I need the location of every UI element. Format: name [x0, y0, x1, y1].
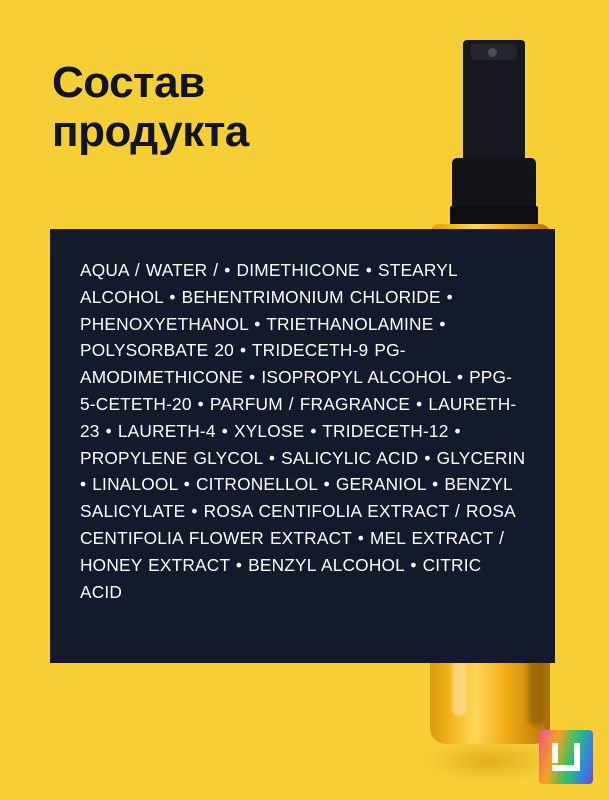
page-title: [52, 58, 412, 157]
bottle-reflection: [426, 740, 554, 782]
page-title-line-1: Состав: [52, 58, 205, 107]
ingredients-list: AQUA / WATER / • DIMETHICONE • STEARYL ALCOHOL • BEHENTRIMONIUM CHLORIDE • PHENOXYETHANOL • TRIETHANOLAMINE • POLYSORBATE 20 • TRIDECETH-9 PG-AMODIMETHICONE • ISOPROPYL ALCOHOL • PPG-5-CETETH-20 • PARFUM / FRAGRANCE • LAURETH-23 • LAURETH-4 • XYLOSE • TRIDECETH-12 • PROPYLENE GLYCOL • SALICYLIC ACID • GLYCERIN • LINALOOL • CITRONELLOL • GERANIOL • BENZYL SALICYLATE • ROSA CENTIFOLIA EXTRACT / ROSA CENTIFOLIA FLOWER EXTRACT • MEL EXTRACT / HONEY EXTRACT • BENZYL ALCOHOL • CITRIC ACID: [80, 260, 526, 602]
logo-bar-base: [552, 765, 574, 771]
ingredients-panel: [50, 229, 555, 663]
logo-bar-left: [552, 743, 558, 763]
logo-mark-icon: [552, 743, 580, 771]
logo-bar-right: [574, 743, 580, 771]
bottle-cap-highlight: [488, 48, 497, 57]
ingredients-panel-inner: [50, 229, 555, 629]
brand-logo: [539, 730, 593, 784]
page-title-line-2: продукта: [52, 107, 249, 157]
